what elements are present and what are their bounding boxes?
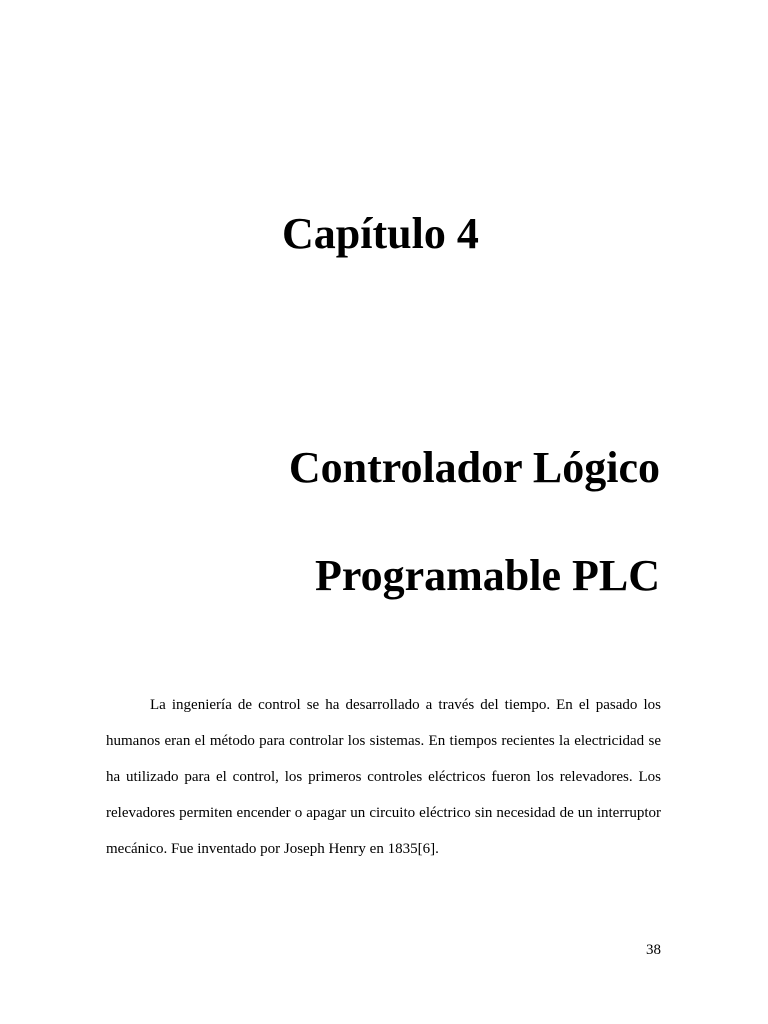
- chapter-label: Capítulo 4: [282, 209, 479, 258]
- body-paragraph: La ingeniería de control se ha desarrollado a través del tiempo. En el pasado los humanos eran el método para controlar los sistemas. En tiempos recientes la electricidad se ha utilizado para el control, los primeros controles eléctricos fueron los relevadores. Los relevadores permiten encender o apagar un circuito eléctrico sin necesidad de un interruptor mecánico. Fue inventado por Joseph Henry en 1835[6].: [106, 697, 661, 857]
- chapter-title-line-2: Programable PLC: [314, 551, 660, 600]
- chapter-title-line-1: Controlador Lógico: [288, 443, 660, 492]
- page-number: 38: [646, 942, 661, 958]
